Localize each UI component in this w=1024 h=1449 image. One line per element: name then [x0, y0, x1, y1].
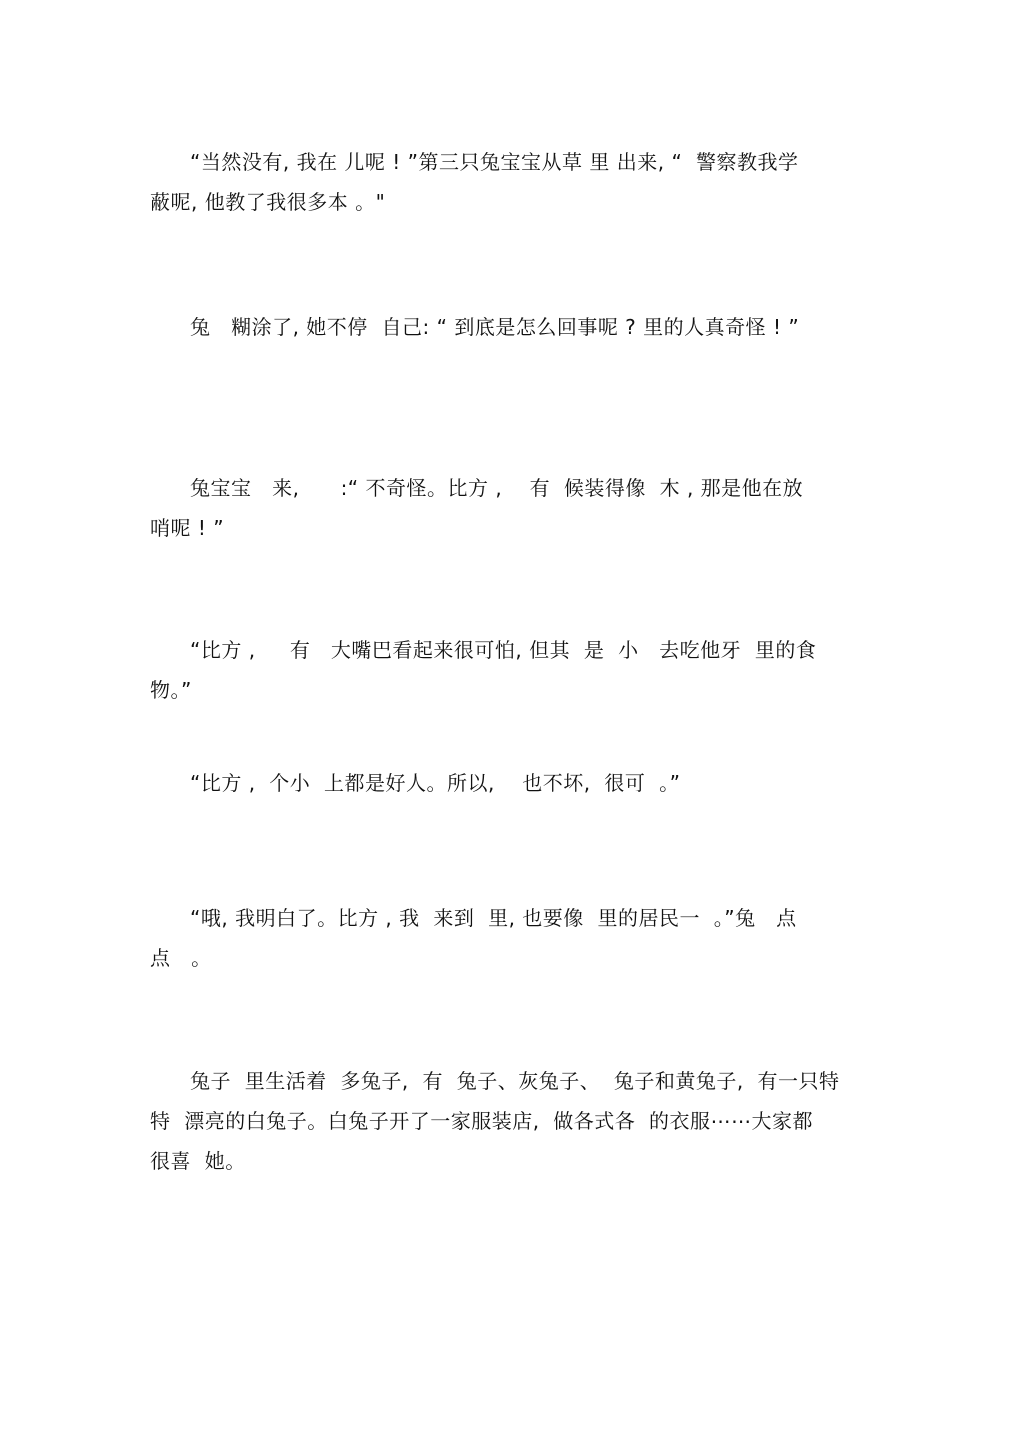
paragraph-line: 物。”: [150, 678, 192, 702]
paragraph-line: 很喜 她。: [150, 1149, 246, 1173]
paragraph-line: 点 。: [150, 946, 212, 970]
paragraph-line: 特 漂亮的白兔子。白兔子开了一家服装店, 做各式各 的衣服⋯⋯大家都: [150, 1109, 814, 1133]
paragraph-1: [150, 142, 870, 222]
paragraph-5: [150, 763, 870, 803]
paragraph-3: [150, 468, 870, 548]
paragraph-line: “当然没有, 我在 儿呢 ! ”第三只兔宝宝从草 里 出来, “ 警察教我学: [190, 150, 799, 174]
paragraph-7: [150, 1061, 870, 1181]
paragraph-line: 哨呢 ! ”: [150, 516, 225, 540]
paragraph-line: 兔宝宝 来, :“ 不奇怪。比方 , 有 候装得像 木 , 那是他在放: [190, 476, 804, 500]
paragraph-4: [150, 630, 870, 710]
paragraph-line: “比方 , 有 大嘴巴看起来很可怕, 但其 是 小 去吃他牙 里的食: [190, 638, 817, 662]
paragraph-line: “比方 , 个小 上都是好人。所以, 也不坏, 很可 。”: [190, 771, 681, 795]
paragraph-line: “哦, 我明白了。比方 , 我 来到 里, 也要像 里的居民一 。”兔 点: [190, 906, 797, 930]
paragraph-line: 兔 糊涂了, 她不停 自己: “ 到底是怎么回事呢 ? 里的人真奇怪 ! ”: [190, 315, 800, 339]
paragraph-line: 蔽呢, 他教了我很多本 。": [150, 190, 386, 214]
paragraph-line: 兔子 里生活着 多兔子, 有 兔子、灰兔子、 兔子和黄兔子, 有一只特: [190, 1069, 840, 1093]
paragraph-6: [150, 898, 870, 978]
paragraph-2: [150, 307, 870, 347]
